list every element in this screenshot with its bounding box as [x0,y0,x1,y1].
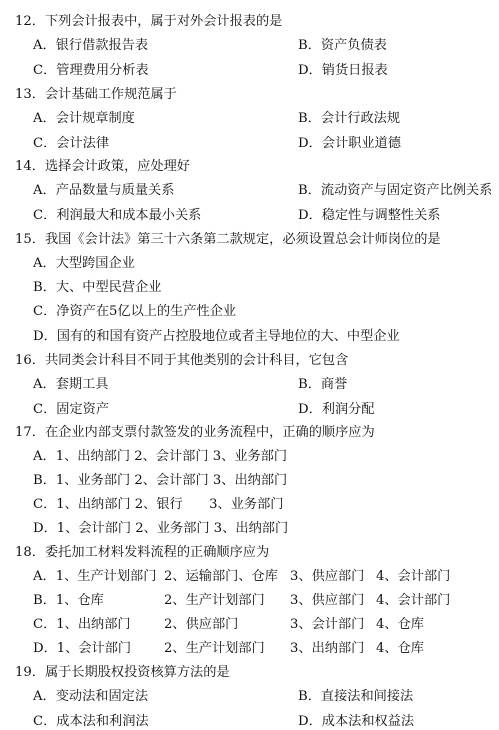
step-3: 3、供应部门 [290,593,365,608]
option-b: B．直接法和间接法 [298,689,414,704]
option-d: D．1、会计部门 2、业务部门 3、出纳部门 [33,521,289,536]
question-stem: 18．委托加工材料发料流程的正确顺序应为 [15,545,270,560]
option-a: A．1、出纳部门 2、会计部门 3、业务部门 [33,449,288,464]
option-c: C．利润最大和成本最小关系 [33,208,202,223]
option-c: C．净资产在5亿以上的生产性企业 [33,304,237,319]
question-stem: 19．属于长期股权投资核算方法的是 [15,665,230,680]
step-2: 2、生产计划部门 [164,593,265,608]
option-b [33,589,450,608]
option-a: A．大型跨国企业 [33,256,135,271]
option-c: C．管理费用分析表 [33,63,149,78]
option-a: A．产品数量与质量关系 [33,183,175,198]
option-b: B．大、中型民营企业 [33,280,162,295]
step-3: 3、会计部门 [290,617,365,632]
step-2: 2、供应部门 [164,617,239,632]
option-b: B．商誉 [298,377,348,392]
option-c: C．成本法和利润法 [33,714,149,729]
question-stem: 15．我国《会计法》第三十六条第二款规定，必须设置总会计师岗位的是 [15,232,441,247]
option-a: A．套期工具 [33,377,109,392]
option-c [33,613,424,632]
step-1: B．1、仓库 [33,593,104,608]
option-b: B．会计行政法规 [298,111,401,126]
question-stem: 13．会计基础工作规范属于 [15,87,177,102]
step-1: C．1、出纳部门 [33,617,131,632]
option-d [33,637,424,656]
option-b: B．资产负债表 [298,38,387,53]
question-stem: 12．下列会计报表中，属于对外会计报表的是 [15,14,283,29]
option-d: D．会计职业道德 [298,136,401,151]
step-3: 3、供应部门 [290,569,365,584]
option-d: D．国有的和国有资产占控股地位或者主导地位的大、中型企业 [33,329,400,344]
question-stem: 16．共同类会计科目不同于其他类别的会计科目，它包含 [15,353,349,368]
step-4: 4、会计部门 [376,593,451,608]
step-1: A．1、生产计划部门 [33,569,157,584]
step-4: 4、仓库 [376,641,424,656]
option-c: C．会计法律 [33,136,110,151]
question-stem: 17．在企业内部支票付款签发的业务流程中，正确的顺序应为 [15,425,375,440]
step-3: 3、出纳部门 [290,641,365,656]
option-d: D．成本法和权益法 [298,714,415,729]
step-2: 2、运输部门、仓库 [164,569,278,584]
step-4: 4、会计部门 [376,569,451,584]
option-b: B．1、业务部门 2、会计部门 3、出纳部门 [33,473,288,488]
option-b: B．流动资产与固定资产比例关系 [298,183,493,198]
option-c: C．固定资产 [33,402,110,417]
option-a: A．变动法和固定法 [33,689,149,704]
option-d: D．稳定性与调整性关系 [298,208,441,223]
option-c: C．1、出纳部门 2、银行 3、业务部门 [33,497,284,512]
option-d: D．利润分配 [298,402,375,417]
option-a [33,565,450,584]
option-a: A．会计规章制度 [33,111,135,126]
option-d: D．销货日报表 [298,63,388,78]
step-4: 4、仓库 [376,617,424,632]
question-stem: 14．选择会计政策，应处理好 [15,159,191,174]
step-1: D．1、会计部门 [33,641,132,656]
option-a: A．银行借款报告表 [33,38,149,53]
step-2: 2、生产计划部门 [164,641,265,656]
